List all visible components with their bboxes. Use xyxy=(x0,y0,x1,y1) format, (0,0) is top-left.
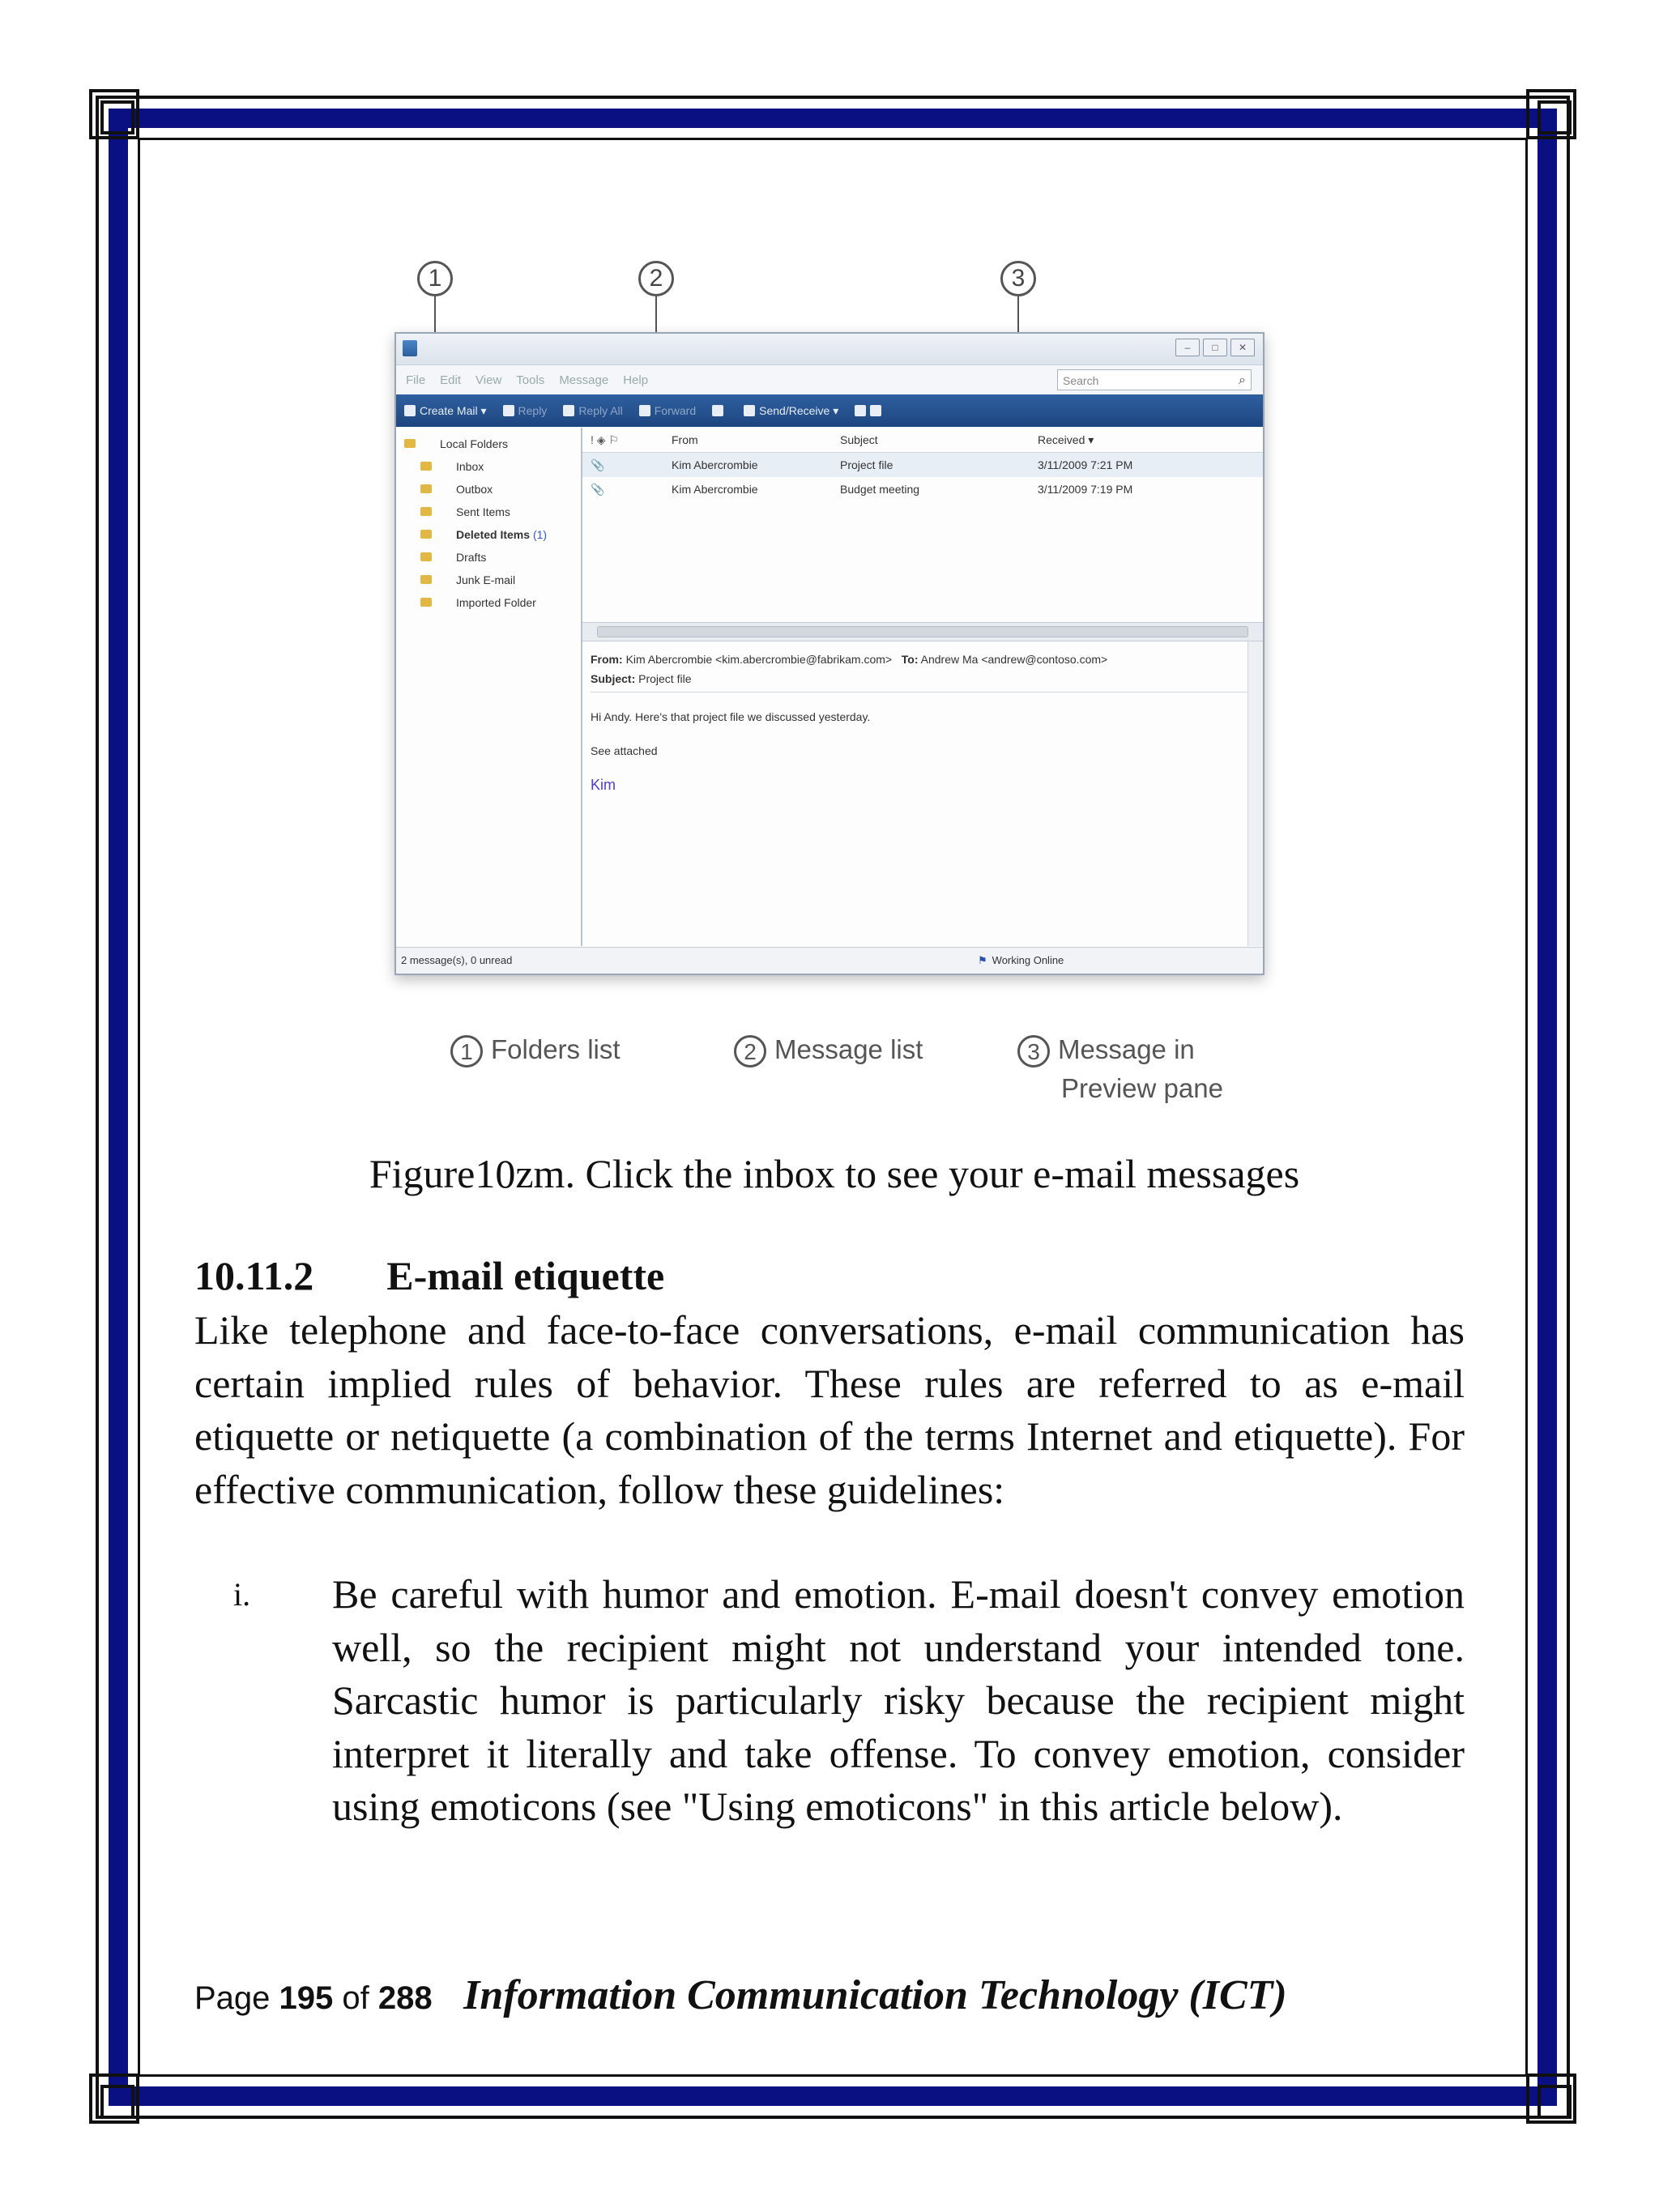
section-heading xyxy=(194,1252,664,1299)
folder-outbox[interactable]: Outbox xyxy=(396,478,581,501)
folder-junk-email[interactable]: Junk E-mail xyxy=(396,569,581,591)
preview-pane xyxy=(582,641,1263,946)
folder-icon xyxy=(404,439,416,448)
minimize-icon[interactable]: – xyxy=(1175,339,1200,356)
callout-2: 2 xyxy=(638,261,674,296)
column-received[interactable]: Received ▾ xyxy=(1038,433,1094,446)
column-from[interactable]: From xyxy=(672,433,698,446)
junk-email-icon xyxy=(420,575,432,584)
figure-caption: Figure10zm. Click the inbox to see your e-mail messages xyxy=(369,1151,1300,1196)
reply-all-button[interactable]: Reply All xyxy=(563,404,622,417)
page-footer xyxy=(194,1971,1491,2019)
vertical-scrollbar[interactable] xyxy=(1247,641,1263,946)
list-item xyxy=(194,1568,1465,1834)
frame-corner-top-left xyxy=(89,89,139,139)
frame-corner-top-right xyxy=(1526,89,1576,139)
message-list-header xyxy=(582,428,1263,453)
contacts-button[interactable] xyxy=(855,404,885,417)
toolbar xyxy=(396,394,1263,427)
page-number: Page 195 of 288 xyxy=(194,1980,433,2016)
column-flags[interactable]: ! ◈ ⚐ xyxy=(591,433,619,446)
window-panes xyxy=(396,428,1263,946)
print-button[interactable] xyxy=(712,404,727,417)
print-icon xyxy=(712,405,723,416)
folder-inbox[interactable]: Inbox xyxy=(396,455,581,478)
preview-body: Hi Andy. Here's that project file we discussed yesterday. See attached Kim xyxy=(591,710,871,793)
forward-icon xyxy=(639,405,650,416)
reply-icon xyxy=(503,405,514,416)
message-row[interactable]: 📎 Kim Abercrombie Project file 3/11/2009 7:21 PM xyxy=(582,453,1263,477)
scrollbar-thumb[interactable] xyxy=(597,626,1248,637)
deleted-items-icon xyxy=(420,530,432,539)
message-list xyxy=(582,428,1263,634)
preview-header: From: Kim Abercrombie <kim.abercrombie@fabrikam.com> To: Andrew Ma <andrew@contoso.com> Subject: Project file xyxy=(591,650,1255,693)
menu-file[interactable]: File xyxy=(406,373,426,387)
send-receive-button[interactable]: Send/Receive ▾ xyxy=(744,404,838,418)
folder-sent-items[interactable]: Sent Items xyxy=(396,501,581,523)
create-mail-icon xyxy=(404,405,416,416)
footer-title: Information Communication Technology (ICT) xyxy=(463,1972,1287,2018)
section-title: E-mail etiquette xyxy=(386,1253,665,1298)
message-row[interactable]: 📎 Kim Abercrombie Budget meeting 3/11/2009 7:19 PM xyxy=(582,477,1263,501)
reply-all-icon xyxy=(563,405,574,416)
search-input[interactable]: Search ⌕ xyxy=(1057,369,1252,390)
column-subject[interactable]: Subject xyxy=(840,433,878,446)
menu-message[interactable]: Message xyxy=(559,373,609,387)
create-mail-button[interactable]: Create Mail ▾ xyxy=(404,404,487,418)
inbox-icon xyxy=(420,462,432,471)
send-receive-icon xyxy=(744,405,755,416)
attachment-icon: 📎 xyxy=(591,483,605,496)
contacts-icon xyxy=(855,405,866,416)
status-message-count: 2 message(s), 0 unread xyxy=(401,954,513,966)
forward-button[interactable]: Forward xyxy=(639,404,696,417)
frame-corner-bottom-left xyxy=(89,2073,139,2124)
menu-tools[interactable]: Tools xyxy=(516,373,545,387)
menu-bar xyxy=(396,365,1263,394)
calendar-icon xyxy=(870,405,881,416)
legend-item-messages: 2 Message list xyxy=(734,1030,923,1069)
frame-corner-bottom-right xyxy=(1526,2073,1576,2124)
sent-items-icon xyxy=(420,507,432,516)
body-paragraph: Like telephone and face-to-face conversations, e-mail communication has certain implied rules of behavior. These rules are referred to as e-mail etiquette or netiquette (a combination of the terms Internet and etiquette). For effective communication, follow these guidelines: xyxy=(194,1307,1465,1512)
attachment-icon: 📎 xyxy=(591,458,605,471)
maximize-icon[interactable]: □ xyxy=(1203,339,1227,356)
folders-list xyxy=(396,428,582,946)
outbox-icon xyxy=(420,484,432,493)
callout-3: 3 xyxy=(1000,261,1036,296)
folder-imported[interactable]: Imported Folder xyxy=(396,591,581,614)
legend-item-folders: 1 Folders list xyxy=(450,1030,621,1069)
list-item-text: Be careful with humor and emotion. E-mail doesn't convey emotion well, so the recipient might not understand your intended tone. Sarcastic humor is particularly risky because the recipient might interpret it literally and take offense. To convey emotion, consider using emoticons (see "Using emoticons" in this article below). xyxy=(332,1571,1465,1829)
status-connection: ⚑ Working Online xyxy=(978,948,1064,974)
menu-view[interactable]: View xyxy=(476,373,502,387)
status-bar xyxy=(396,947,1263,974)
menu-edit[interactable]: Edit xyxy=(440,373,462,387)
reply-button[interactable]: Reply xyxy=(503,404,548,417)
folder-local-folders[interactable]: Local Folders xyxy=(396,433,581,455)
callout-1: 1 xyxy=(417,261,453,296)
folder-deleted-items[interactable]: Deleted Items (1) xyxy=(396,523,581,546)
folder-drafts[interactable]: Drafts xyxy=(396,546,581,569)
mail-app-icon xyxy=(403,340,417,356)
drafts-icon xyxy=(420,552,432,561)
list-marker: i. xyxy=(233,1576,251,1613)
menu-help[interactable]: Help xyxy=(623,373,649,387)
window-titlebar xyxy=(396,334,1263,365)
section-number: 10.11.2 xyxy=(194,1253,314,1298)
horizontal-scrollbar[interactable] xyxy=(582,622,1263,641)
imported-folder-icon xyxy=(420,598,432,607)
legend-item-preview: 3 Message in Preview pane xyxy=(1017,1030,1223,1108)
mail-window xyxy=(394,332,1265,975)
close-icon[interactable]: ✕ xyxy=(1230,339,1255,356)
search-icon: ⌕ xyxy=(1239,373,1246,387)
